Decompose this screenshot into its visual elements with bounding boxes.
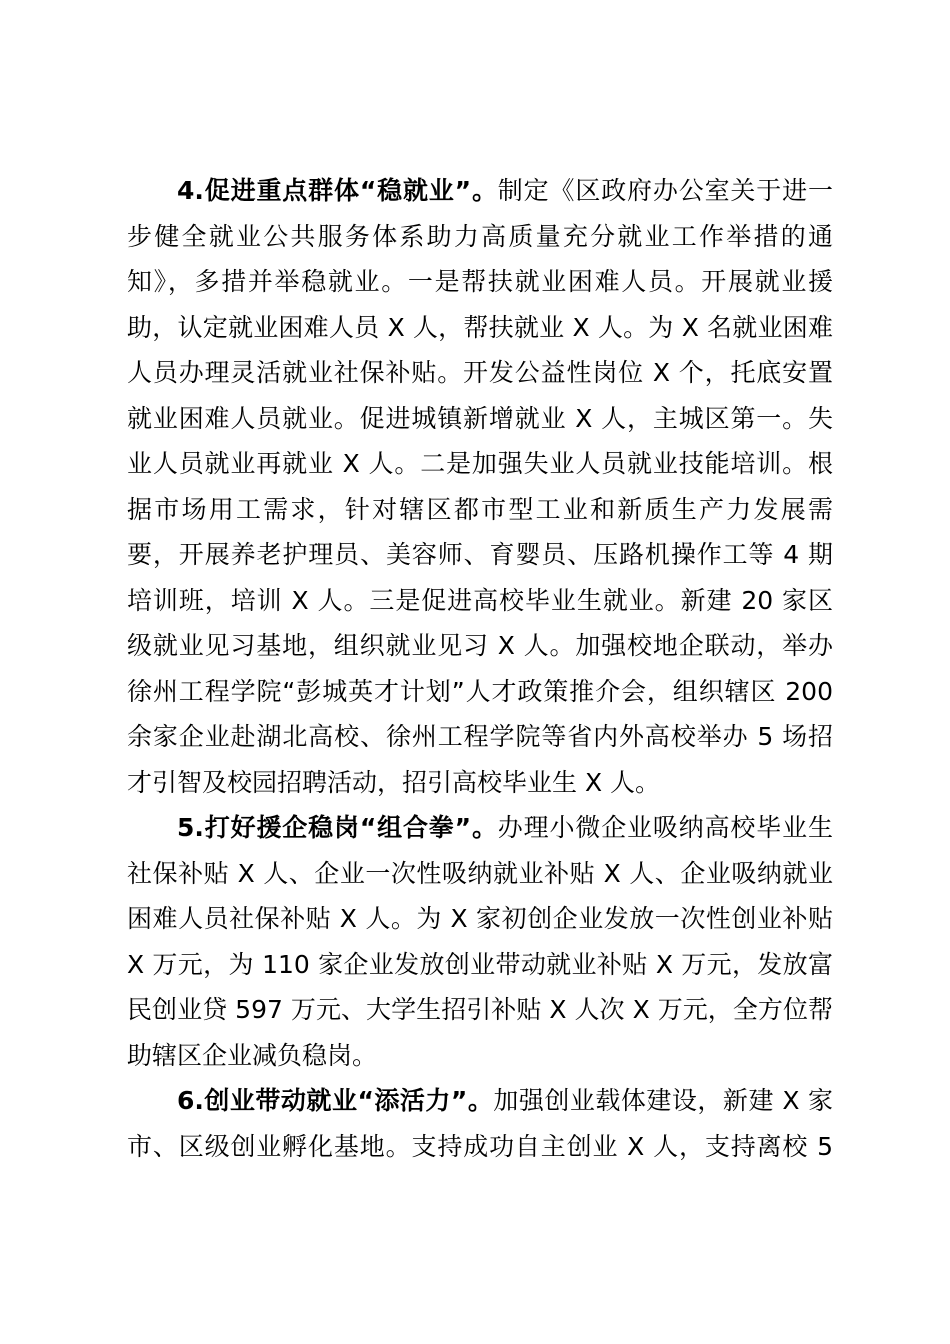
- paragraph-line: 级就业见习基地，组织就业见习 X 人。加强校地企联动，举办: [127, 631, 833, 660]
- paragraph-heading: 5.打好援企稳岗“组合拳”。: [177, 813, 498, 842]
- paragraph-line: 困难人员社保补贴 X 人。为 X 家初创企业发放一次性创业补贴: [127, 904, 833, 933]
- paragraph-line: 据市场用工需求，针对辖区都市型工业和新质生产力发展需: [127, 494, 833, 524]
- paragraph-text: 制定《区政府办公室关于进一: [497, 176, 833, 205]
- paragraph-line: 培训班，培训 X 人。三是促进高校毕业生就业。新建 20 家区: [127, 585, 833, 615]
- paragraph-line: 社保补贴 X 人、企业一次性吸纳就业补贴 X 人、企业吸纳就业: [127, 858, 833, 888]
- paragraph-6: [127, 1078, 833, 1169]
- paragraph-line: 要，开展养老护理员、美容师、育婴员、压路机操作工等 4 期: [127, 540, 833, 569]
- paragraph-line: 助，认定就业困难人员 X 人，帮扶就业 X 人。为 X 名就业困难: [127, 312, 833, 342]
- paragraph-text: 加强创业载体建设，新建 X 家: [493, 1086, 833, 1115]
- paragraph-line: 人员办理灵活就业社保补贴。开发公益性岗位 X 个，托底安置: [127, 358, 833, 387]
- paragraph-line: [127, 805, 833, 851]
- paragraph-4: [127, 168, 833, 805]
- paragraph-line: 步健全就业公共服务体系助力高质量充分就业工作举措的通: [127, 221, 833, 251]
- paragraph-line: 知》，多措并举稳就业。一是帮扶就业困难人员。开展就业援: [127, 267, 833, 296]
- paragraph-line: [127, 168, 833, 214]
- paragraph-line: 徐州工程学院“彭城英才计划”人才政策推介会，组织辖区 200: [127, 676, 833, 706]
- paragraph-line: 助辖区企业减负稳岗。: [127, 1040, 378, 1070]
- paragraph-heading: 6.创业带动就业“添活力”。: [177, 1086, 494, 1115]
- paragraph-heading: 4.促进重点群体“稳就业”。: [177, 176, 498, 205]
- paragraph-line: 余家企业赴湖北高校、徐州工程学院等省内外高校举办 5 场招: [127, 722, 833, 751]
- paragraph-line: 市、区级创业孵化基地。支持成功自主创业 X 人，支持离校 5: [127, 1131, 833, 1161]
- paragraph-line: 业人员就业再就业 X 人。二是加强失业人员就业技能培训。根: [127, 449, 833, 478]
- paragraph-line: 民创业贷 597 万元、大学生招引补贴 X 人次 X 万元，全方位帮: [127, 995, 833, 1024]
- paragraph-5: [127, 805, 833, 1078]
- document-body: [127, 168, 833, 1169]
- paragraph-line: 就业困难人员就业。促进城镇新增就业 X 人，主城区第一。失: [127, 403, 833, 433]
- paragraph-line: [127, 1078, 833, 1124]
- paragraph-line: X 万元，为 110 家企业发放创业带动就业补贴 X 万元，发放富: [127, 949, 833, 979]
- paragraph-line: 才引智及校园招聘活动，招引高校毕业生 X 人。: [127, 767, 661, 797]
- paragraph-text: 办理小微企业吸纳高校毕业生: [497, 813, 833, 842]
